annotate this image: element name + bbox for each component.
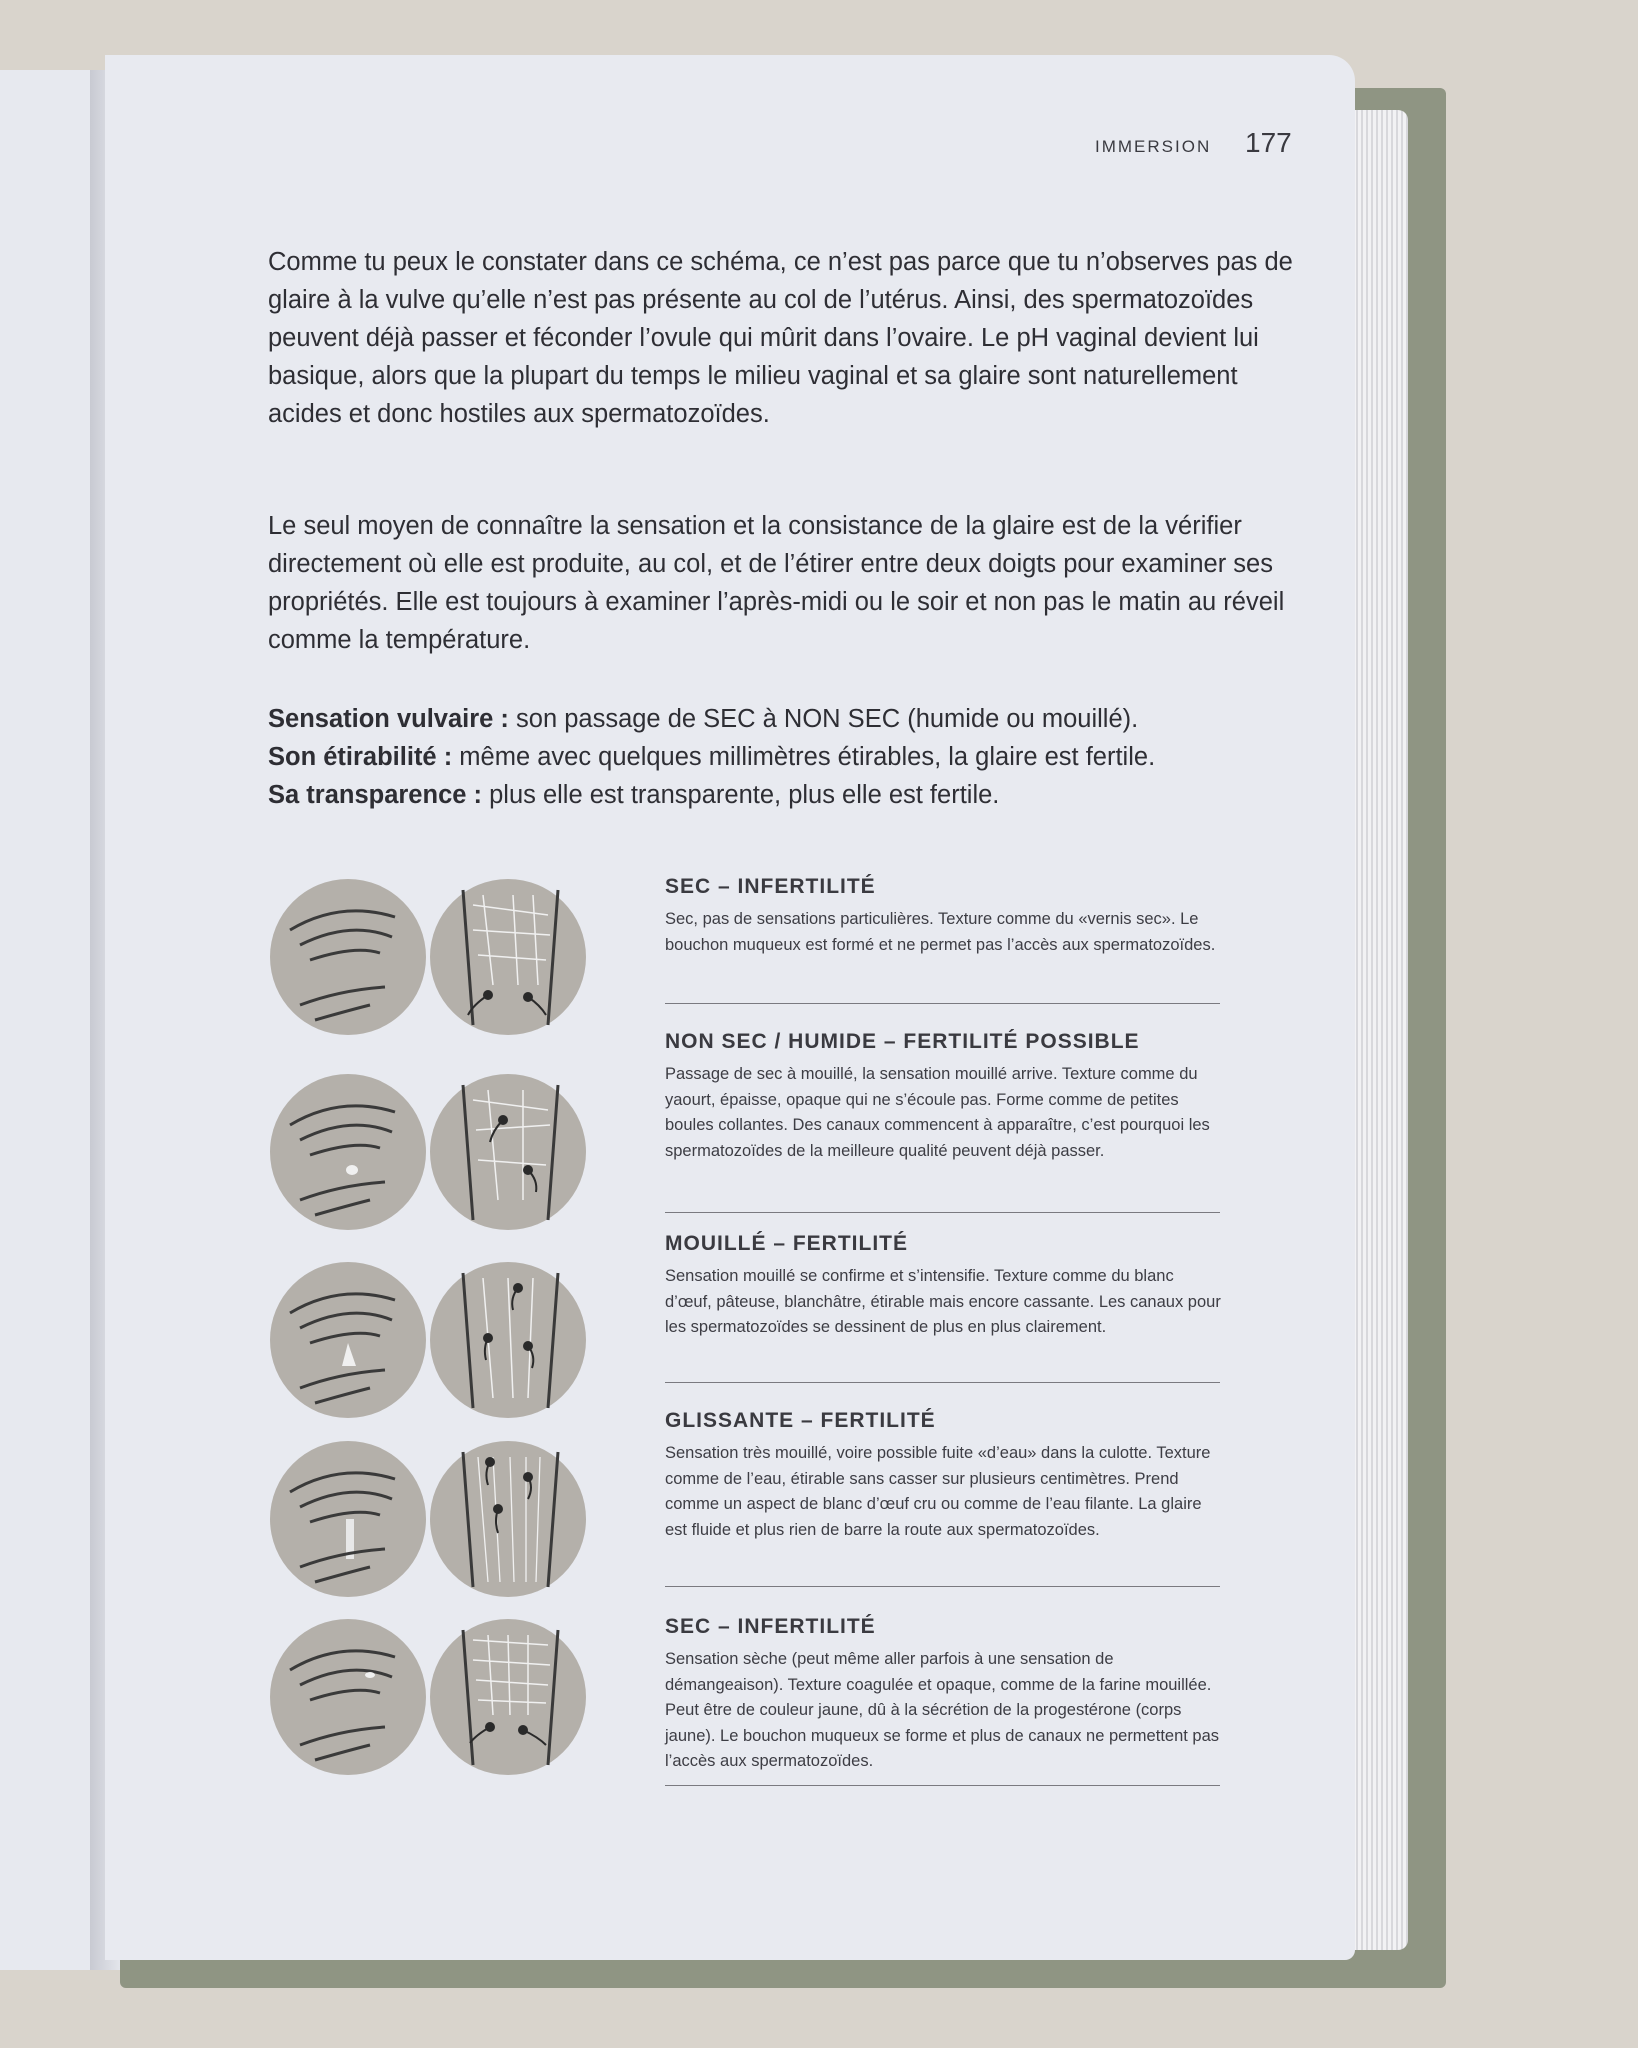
fingers-illustration	[270, 1258, 430, 1423]
cervix-mucus-illustration	[428, 1258, 588, 1423]
definition-transparence	[268, 776, 1318, 814]
definition-term: Son étirabilité :	[268, 743, 453, 771]
definition-term: Sensation vulvaire :	[268, 705, 509, 733]
stage-illustrations	[270, 1030, 590, 1195]
stage-title: NON SEC / HUMIDE – FERTILITÉ POSSIBLE	[665, 1030, 1140, 1053]
book-page	[105, 55, 1355, 1960]
stage-illustrations	[270, 1615, 590, 1780]
cervix-mucus-illustration	[428, 1615, 588, 1780]
stage-illustrations	[270, 875, 590, 1040]
fingers-illustration	[270, 875, 430, 1040]
stage-description: Passage de sec à mouillé, la sensation mouillé arrive. Texture comme du yaourt, épaisse, opaque qui ne s’écoule pas. Forme comme de petites boules collantes. Des canaux commencent à apparaître, c’est pourquoi les spermatozoïdes de la meilleure qualité peuvent déjà passer.	[665, 1065, 1210, 1160]
stage-description: Sensation très mouillé, voire possible fuite «d’eau» dans la culotte. Texture comme de l’eau, étirable sans casser sur plusieurs centimètres. Prend comme un aspect de blanc d’œuf cru ou comme de l’eau filante. La glaire est fluide et plus rien de barre la route aux spermatozoïdes.	[665, 1444, 1211, 1539]
paragraph-2: Le seul moyen de connaître la sensation et la consistance de la glaire est de la vérifier directement où elle est produite, au col, et de l’étirer entre deux doigts pour examiner ses propriétés. Elle est toujours à examiner l’après-midi ou le soir et non pas le matin au réveil comme la température.	[268, 512, 1285, 654]
definitions-list	[268, 700, 1318, 814]
cervix-mucus-illustration	[428, 1070, 588, 1235]
fingers-illustration	[270, 1615, 430, 1780]
stage-title: SEC – INFERTILITÉ	[665, 875, 876, 898]
stage-title: GLISSANTE – FERTILITÉ	[665, 1409, 936, 1432]
divider	[665, 1382, 1220, 1383]
fingers-illustration	[270, 1070, 430, 1235]
stage-illustrations	[270, 1232, 590, 1397]
definition-etirabilite	[268, 738, 1318, 776]
cervix-mucus-illustration	[428, 1437, 588, 1602]
cervix-mucus-illustration	[428, 875, 588, 1040]
divider	[665, 1212, 1220, 1213]
page-number: 177	[1245, 127, 1292, 158]
definition-text: même avec quelques millimètres étirables, la glaire est fertile.	[452, 743, 1156, 771]
divider	[665, 1003, 1220, 1004]
stage-title: MOUILLÉ – FERTILITÉ	[665, 1232, 908, 1255]
divider	[665, 1785, 1220, 1786]
running-head: IMMERSION	[1095, 137, 1212, 156]
definition-text: plus elle est transparente, plus elle est fertile.	[482, 781, 1000, 809]
fingers-illustration	[270, 1437, 430, 1602]
paragraph-1: Comme tu peux le constater dans ce schéma, ce n’est pas parce que tu n’observes pas de glaire à la vulve qu’elle n’est pas présente au col de l’utérus. Ainsi, des spermatozoïdes peuvent déjà passer et féconder l’ovule qui mûrit dans l’ovaire. Le pH vaginal devient lui basique, alors que la plupart du temps le milieu vaginal et sa glaire sont naturellement acides et donc hostiles aux spermatozoïdes.	[268, 248, 1293, 428]
left-page	[0, 70, 98, 1970]
stage-description: Sec, pas de sensations particulières. Texture comme du «vernis sec». Le bouchon muqueux est formé et ne permet pas l’accès aux spermatozoïdes.	[665, 910, 1216, 954]
stage-description: Sensation sèche (peut même aller parfois à une sensation de démangeaison). Texture coagulée et opaque, comme de la farine mouillée. Peut être de couleur jaune, dû à la sécrétion de la progestérone (corps jaune). Le bouchon muqueux se forme et plus de canaux ne permettent pas l’accès aux spermatozoïdes.	[665, 1650, 1220, 1770]
definition-text: son passage de SEC à NON SEC (humide ou mouillé).	[508, 705, 1139, 733]
stage-description: Sensation mouillé se confirme et s’intensifie. Texture comme du blanc d’œuf, pâteuse, blanchâtre, étirable mais encore cassante. Les canaux pour les spermatozoïdes se dessinent de plus en plus clairement.	[665, 1267, 1221, 1336]
stage-illustrations	[270, 1409, 590, 1574]
definition-term: Sa transparence :	[268, 781, 483, 809]
divider	[665, 1586, 1220, 1587]
stage-title: SEC – INFERTILITÉ	[665, 1615, 876, 1638]
definition-sensation	[268, 700, 1318, 738]
